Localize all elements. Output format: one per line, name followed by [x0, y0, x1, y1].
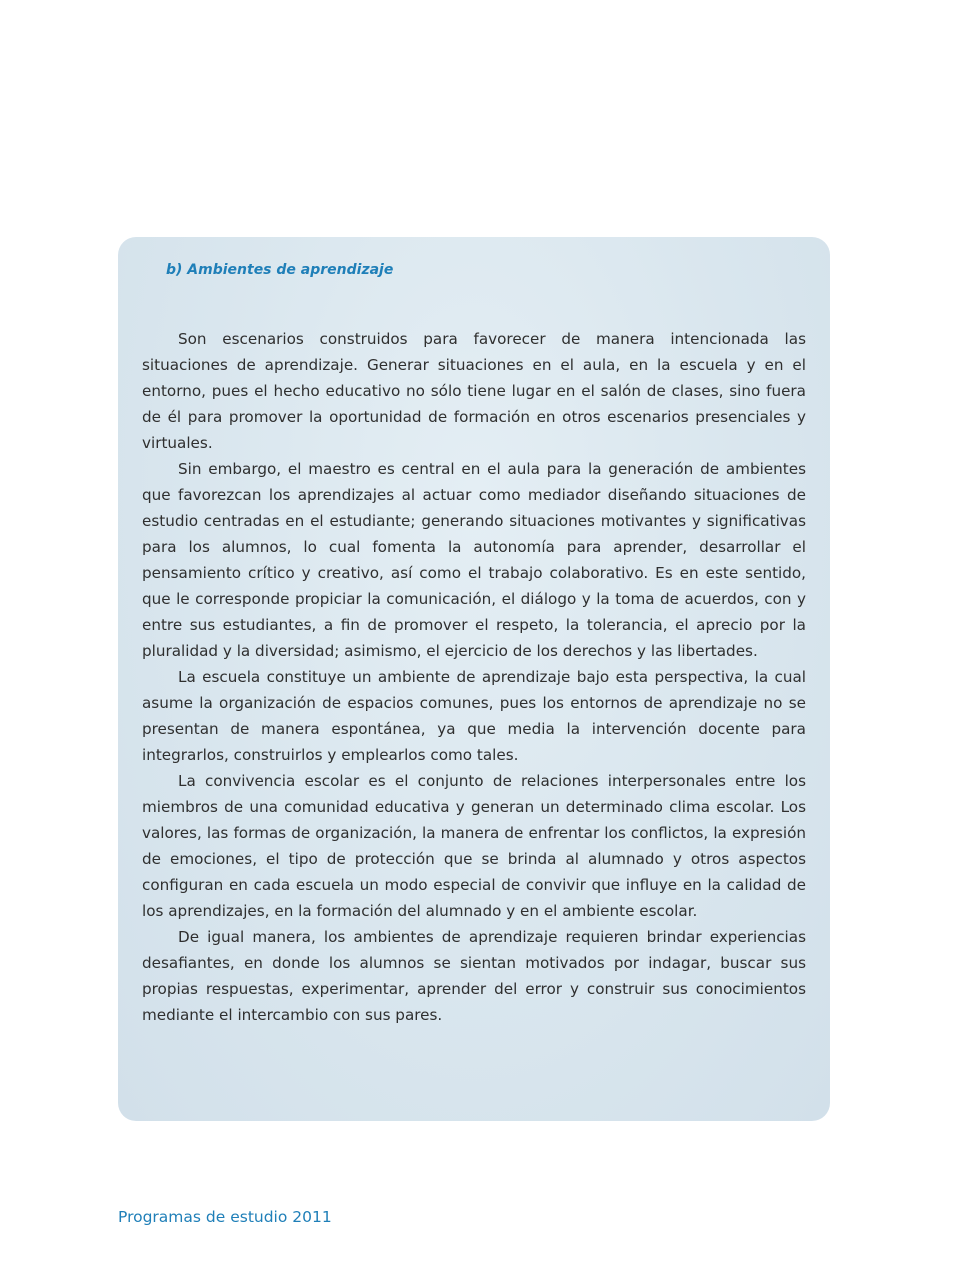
paragraph-4: La convivencia escolar es el conjunto de relaciones interpersonales entre los miembros de una comunidad educativa y generan un determinado clima escolar. Los valores, las formas de organización, la manera de enfrentar los conflictos, la expresión de emociones, el tipo de protección que se brinda al alumnado y otros aspectos configuran en cada escuela un modo especial de convivir que influye en la calidad de los aprendizajes, en la formación del alumnado y en el ambiente escolar. [142, 772, 806, 920]
paragraph-1: Son escenarios construidos para favorecer de manera intencionada las situaciones de aprendizaje. Generar situaciones en el aula, en la escuela y en el entorno, pues el hecho educativo no sólo tiene lugar en el salón de clases, sino fuera de él para promover la oportunidad de formación en otros escenarios presenciales y virtuales. [142, 330, 806, 452]
paragraph-3: La escuela constituye un ambiente de aprendizaje bajo esta perspectiva, la cual asume la organización de espacios comunes, pues los entornos de aprendizaje no se presentan de manera espontánea, ya que media la intervención docente para integrarlos, construirlos y emplearlos como tales. [142, 668, 806, 764]
paragraph-2: Sin embargo, el maestro es central en el aula para la generación de ambientes que favorezcan los aprendizajes al actuar como mediador diseñando situaciones de estudio centradas en el estudiante; generando situaciones motivantes y significativas para los alumnos, lo cual fomenta la autonomía para aprender, desarrollar el pensamiento crítico y creativo, así como el trabajo colaborativo. Es en este sentido, que le corresponde propiciar la comunicación, el diálogo y la toma de acuerdos, con y entre sus estudiantes, a fin de promover el respeto, la tolerancia, el aprecio por la pluralidad y la diversidad; asimismo, el ejercicio de los derechos y las libertades. [142, 460, 806, 660]
section-heading: b) Ambientes de aprendizaje [166, 262, 394, 278]
paragraph-5: De igual manera, los ambientes de aprendizaje requieren brindar experiencias desafiantes, en donde los alumnos se sientan motivados por indagar, buscar sus propias respuestas, experimentar, aprender del error y construir sus conocimientos mediante el intercambio con sus pares. [142, 928, 806, 1024]
page-footer: Programas de estudio 2011 [118, 1208, 332, 1226]
section-body [142, 326, 806, 1028]
